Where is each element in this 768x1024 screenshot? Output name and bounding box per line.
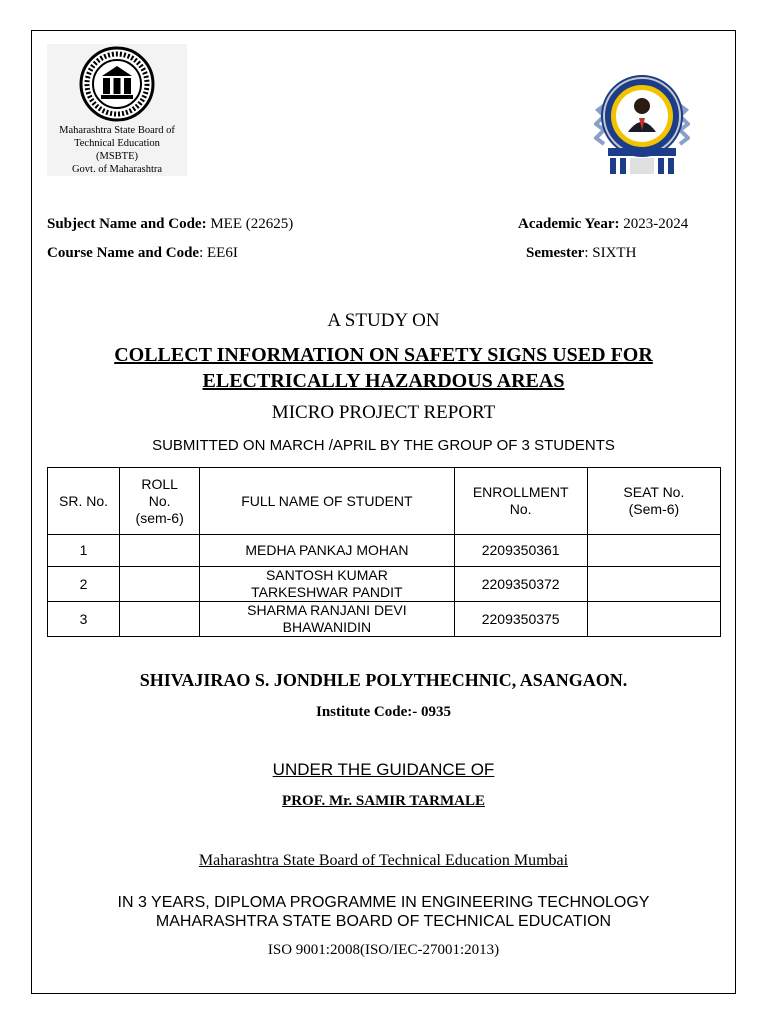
academic-year-label: Academic Year: bbox=[518, 216, 620, 232]
msbte-line: (MSBTE) bbox=[96, 151, 138, 162]
students-table bbox=[47, 467, 721, 637]
course-label: Course Name and Code bbox=[47, 245, 200, 261]
institute-logo bbox=[594, 66, 690, 178]
header-full-name: FULL NAME OF STUDENT bbox=[200, 468, 454, 535]
subject-info bbox=[47, 216, 293, 233]
header-seat-no: SEAT No. (Sem-6) bbox=[587, 468, 720, 535]
semester-info bbox=[526, 245, 636, 262]
project-title bbox=[31, 342, 736, 394]
table-row bbox=[48, 535, 721, 567]
guide-name: PROF. Mr. SAMIR TARMALE bbox=[282, 793, 485, 809]
submitted-line: SUBMITTED ON MARCH /APRIL BY THE GROUP OF 3 STUDENTS bbox=[152, 437, 615, 454]
header-enrollment: ENROLLMENT No. bbox=[454, 468, 587, 535]
msbte-caption bbox=[47, 124, 187, 176]
guidance-label: UNDER THE GUIDANCE OF bbox=[272, 760, 495, 779]
table-header-row bbox=[48, 468, 721, 535]
subject-label: Subject Name and Code: bbox=[47, 216, 207, 232]
cell-sr: 1 bbox=[48, 535, 120, 567]
cell-seat bbox=[587, 602, 720, 637]
msbte-line: Maharashtra State Board of bbox=[59, 125, 175, 136]
cell-sr: 3 bbox=[48, 602, 120, 637]
cell-seat bbox=[587, 535, 720, 567]
institute-name: SHIVAJIRAO S. JONDHLE POLYTHECHNIC, ASANGAON. bbox=[139, 670, 628, 690]
title-line-1: COLLECT INFORMATION ON SAFETY SIGNS USED FOR bbox=[114, 344, 653, 366]
semester-label: Semester bbox=[526, 245, 585, 261]
programme-line-1: IN 3 YEARS, DIPLOMA PROGRAMME IN ENGINEERING TECHNOLOGY bbox=[117, 894, 650, 911]
header-roll-no: ROLL No. (sem-6) bbox=[120, 468, 200, 535]
programme-text bbox=[31, 893, 736, 931]
cell-roll bbox=[120, 567, 200, 602]
table-row bbox=[48, 602, 721, 637]
course-value: : EE6I bbox=[199, 245, 238, 261]
cell-name: SHARMA RANJANI DEVI BHAWANIDIN bbox=[200, 602, 454, 637]
msbte-emblem-icon bbox=[72, 46, 162, 124]
academic-year-value: 2023-2024 bbox=[619, 216, 689, 232]
institute-emblem-icon bbox=[594, 66, 690, 178]
report-heading: MICRO PROJECT REPORT bbox=[271, 402, 496, 423]
msbte-logo bbox=[47, 44, 187, 176]
cell-name: MEDHA PANKAJ MOHAN bbox=[200, 535, 454, 567]
institute-code: Institute Code:- 0935 bbox=[316, 704, 451, 720]
subject-value: MEE (22625) bbox=[206, 216, 294, 232]
msbte-line: Govt. of Maharashtra bbox=[71, 164, 163, 175]
programme-line-2: MAHARASHTRA STATE BOARD OF TECHNICAL EDUCATION bbox=[155, 913, 612, 930]
cell-seat bbox=[587, 567, 720, 602]
header-sr-no: SR. No. bbox=[48, 468, 120, 535]
cell-enrollment: 2209350375 bbox=[454, 602, 587, 637]
iso-certification: ISO 9001:2008(ISO/IEC-27001:2013) bbox=[267, 942, 500, 958]
academic-year-info bbox=[518, 216, 688, 233]
msbte-line: Technical Education bbox=[74, 138, 160, 149]
semester-value: : SIXTH bbox=[584, 245, 637, 261]
cell-roll bbox=[120, 535, 200, 567]
cell-enrollment: 2209350372 bbox=[454, 567, 587, 602]
cell-roll bbox=[120, 602, 200, 637]
table-row bbox=[48, 567, 721, 602]
study-heading: A STUDY ON bbox=[327, 310, 440, 331]
course-info bbox=[47, 245, 238, 262]
cell-enrollment: 2209350361 bbox=[454, 535, 587, 567]
board-name: Maharashtra State Board of Technical Education Mumbai bbox=[198, 852, 569, 869]
cell-sr: 2 bbox=[48, 567, 120, 602]
cell-name: SANTOSH KUMAR TARKESHWAR PANDIT bbox=[200, 567, 454, 602]
title-line-2: ELECTRICALLY HAZARDOUS AREAS bbox=[202, 370, 565, 392]
